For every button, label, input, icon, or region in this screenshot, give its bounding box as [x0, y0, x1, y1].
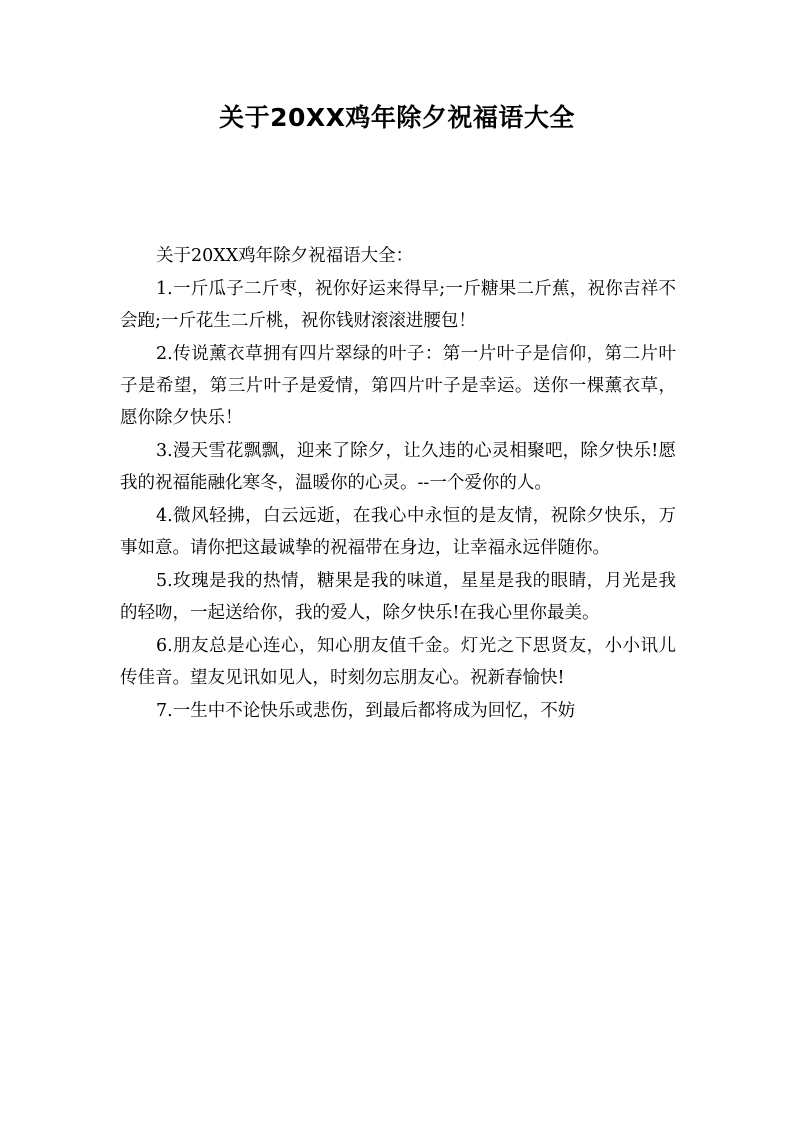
paragraph-6: 6.朋友总是心连心，知心朋友值千金。灯光之下思贤友，小小讯儿传佳音。望友见讯如见人，时刻勿忘朋友心。祝新春愉快!: [120, 636, 676, 688]
paragraph-1: 1.一斤瓜子二斤枣，祝你好运来得早;一斤糖果二斤蕉，祝你吉祥不会跑;一斤花生二斤桃，祝你钱财滚滚进腰包！: [120, 279, 676, 331]
document-body: [120, 240, 676, 728]
document-title: 关于20XX鸡年除夕祝福语大全: [219, 103, 575, 132]
paragraph-3: 3.漫天雪花飘飘，迎来了除夕，让久违的心灵相聚吧，除夕快乐!愿我的祝福能融化寒冬，温暖你的心灵。--一个爱你的人。: [120, 441, 676, 493]
paragraph-2: 2.传说薰衣草拥有四片翠绿的叶子：第一片叶子是信仰，第二片叶子是希望，第三片叶子是爱情，第四片叶子是幸运。送你一棵薰衣草，愿你除夕快乐！: [120, 344, 676, 428]
intro-paragraph: 关于20XX鸡年除夕祝福语大全：: [156, 246, 414, 266]
paragraph-4: 4.微风轻拂，白云远逝，在我心中永恒的是友情，祝除夕快乐，万事如意。请你把这最诚挚的祝福带在身边，让幸福永远伴随你。: [120, 506, 676, 558]
paragraph-5: 5.玫瑰是我的热情，糖果是我的味道，星星是我的眼睛，月光是我的轻吻，一起送给你，我的爱人，除夕快乐!在我心里你最美。: [120, 571, 676, 623]
paragraph-7: 7.一生中不论快乐或悲伤，到最后都将成为回忆，不妨: [156, 701, 576, 721]
